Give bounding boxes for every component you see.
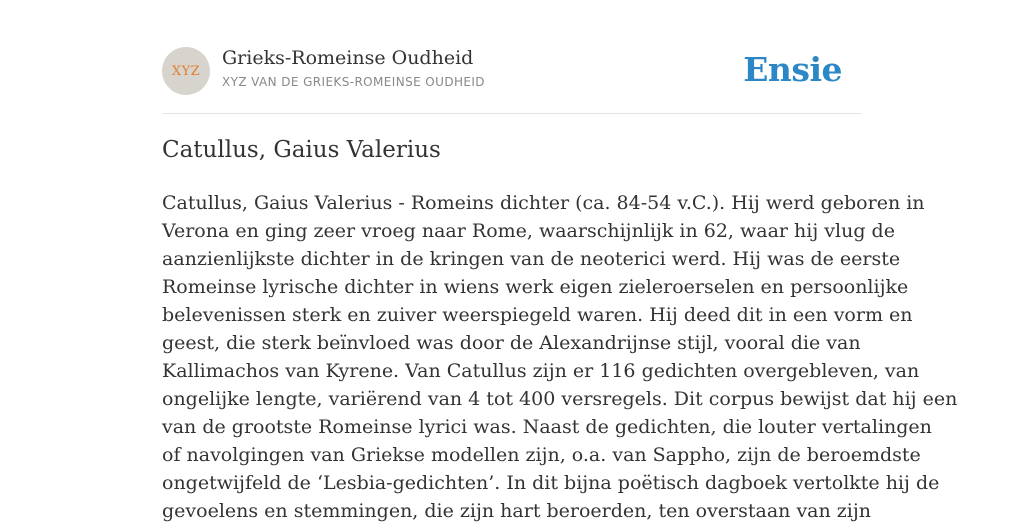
body-line: gevoelens en stemmingen, die zijn hart beroerden, ten overstaan van zijn (162, 500, 871, 522)
body-line: ongetwijfeld de ‘Lesbia-gedichten’. In dit bijna poëtisch dagboek vertolkte hij de (162, 472, 940, 494)
avatar-initials: XYZ (171, 63, 201, 79)
body-line: aanzienlijkste dichter in de kringen van de neoterici werd. Hij was de eerste (162, 248, 901, 270)
body-line: belevenissen sterk en zuiver weerspiegeld waren. Hij deed dit in een vorm en (162, 304, 913, 326)
article-title: Catullus, Gaius Valerius (162, 137, 441, 163)
body-line: geest, die sterk beïnvloed was door de Alexandrijnse stijl, vooral die van (162, 332, 861, 354)
header-divider (162, 113, 862, 114)
owner-subtitle: XYZ VAN DE GRIEKS-ROMEINSE OUDHEID (222, 75, 485, 89)
ensie-logo[interactable]: Ensie (743, 50, 842, 89)
body-line: Kallimachos van Kyrene. Van Catullus zijn er 116 gedichten overgebleven, van (162, 360, 920, 382)
owner-header (162, 46, 862, 96)
body-line: Catullus, Gaius Valerius - Romeins dichter (ca. 84-54 v.C.). Hij werd geboren in (162, 192, 925, 214)
body-line: of navolgingen van Griekse modellen zijn, o.a. van Sappho, zijn de beroemdste (162, 444, 921, 466)
body-line: ongelijke lengte, variërend van 4 tot 400 versregels. Dit corpus bewijst dat hij een (162, 388, 958, 410)
owner-name-link[interactable]: Grieks-Romeinse Oudheid (222, 47, 474, 69)
body-line: Romeinse lyrische dichter in wiens werk eigen zieleroerselen en persoonlijke (162, 276, 909, 298)
body-line: Verona en ging zeer vroeg naar Rome, waarschijnlijk in 62, waar hij vlug de (162, 220, 895, 242)
body-line: van de grootste Romeinse lyrici was. Naast de gedichten, die louter vertalingen (162, 416, 932, 438)
article-page (162, 0, 958, 522)
owner-avatar[interactable] (162, 47, 210, 95)
article-body (162, 189, 958, 525)
